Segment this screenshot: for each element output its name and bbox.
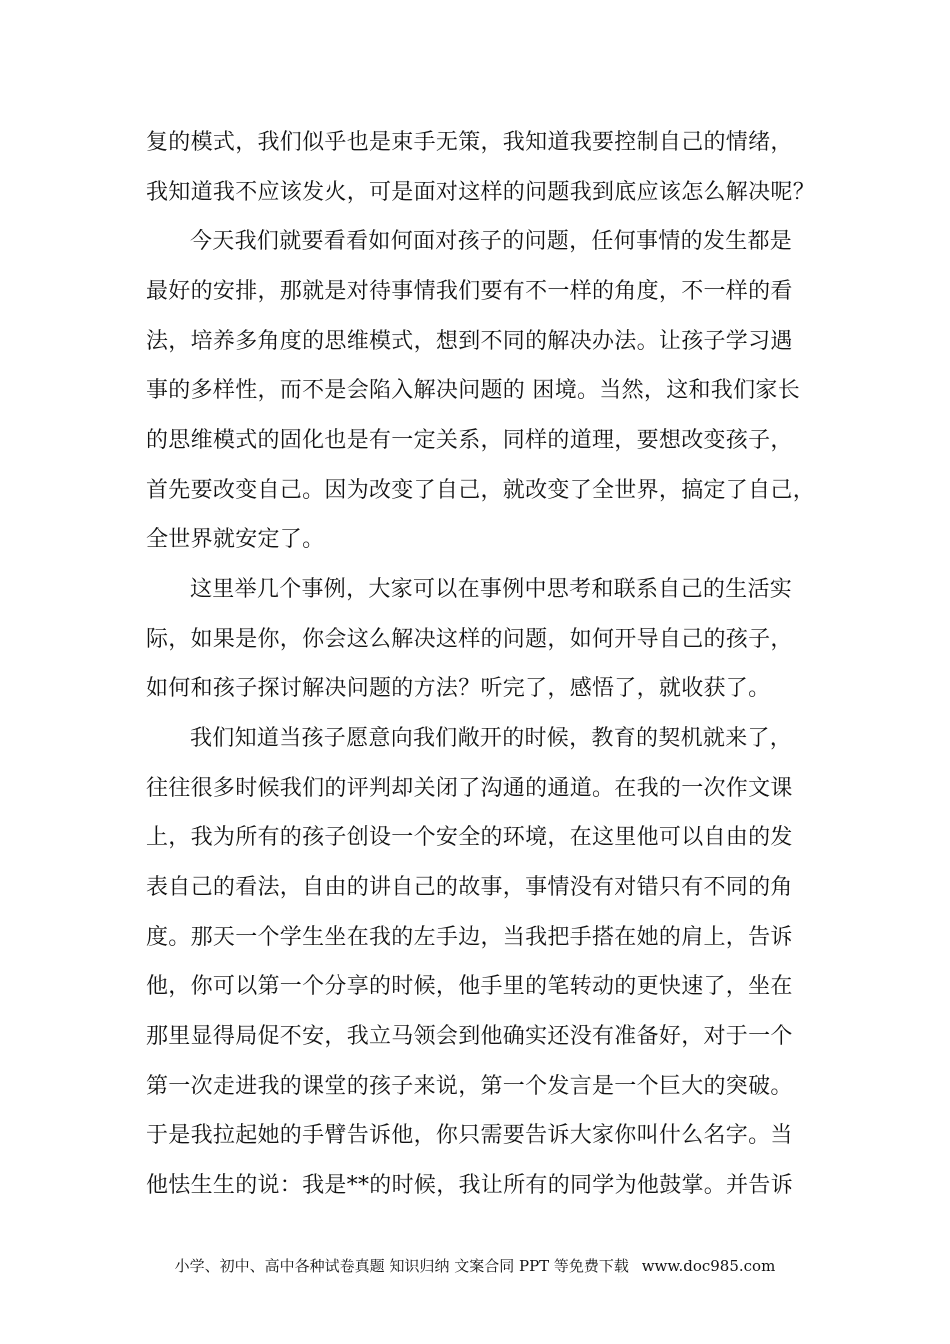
text-line: 首先要改变自己。因为改变了自己，就改变了全世界，搞定了自己， — [146, 478, 816, 503]
text-line: 复的模式，我们似乎也是束手无策，我知道我要控制自己的情绪， — [146, 130, 793, 155]
text-line: 表自己的看法，自由的讲自己的故事，事情没有对错只有不同的角 — [146, 875, 793, 900]
text-line: 于是我拉起她的手臂告诉他，你只需要告诉大家你叫什么名字。当 — [146, 1123, 793, 1148]
text-line: 第一次走进我的课堂的孩子来说，第一个发言是一个巨大的突破。 — [146, 1074, 793, 1099]
text-line: 的思维模式的固化也是有一定关系，同样的道理，要想改变孩子， — [146, 428, 793, 453]
text-line: 往往很多时候我们的评判却关闭了沟通的通道。在我的一次作文课 — [146, 776, 793, 801]
text-line: 度。那天一个学生坐在我的左手边，当我把手搭在她的肩上，告诉 — [146, 925, 793, 950]
page-footer — [0, 1256, 950, 1276]
text-line: 最好的安排，那就是对待事情我们要有不一样的角度，不一样的看 — [146, 279, 793, 304]
text-line: 那里显得局促不安，我立马领会到他确实还没有准备好，对于一个 — [146, 1024, 793, 1049]
text-line: 我知道我不应该发火，可是面对这样的问题我到底应该怎么解决呢？ — [146, 180, 816, 205]
paragraph-first-line: 今天我们就要看看如何面对孩子的问题，任何事情的发生都是 — [190, 229, 793, 254]
footer-text: 小学、初中、高中各种试卷真题 知识归纳 文案合同 PPT 等免费下载 — [174, 1257, 629, 1275]
footer-url-link[interactable]: www.doc985.com — [641, 1257, 776, 1275]
text-line: 他，你可以第一个分享的时候，他手里的笔转动的更快速了，坐在 — [146, 974, 793, 999]
paragraph-first-line: 这里举几个事例，大家可以在事例中思考和联系自己的生活实 — [190, 577, 793, 602]
text-line: 上，我为所有的孩子创设一个安全的环境，在这里他可以自由的发 — [146, 825, 793, 850]
text-line: 法，培养多角度的思维模式，想到不同的解决办法。让孩子学习遇 — [146, 329, 793, 354]
text-line: 他怯生生的说：我是**的时候，我让所有的同学为他鼓掌。并告诉 — [146, 1173, 794, 1198]
paragraph-first-line: 我们知道当孩子愿意向我们敞开的时候，教育的契机就来了， — [190, 726, 793, 751]
text-line: 如何和孩子探讨解决问题的方法？听完了，感悟了，就收获了。 — [146, 676, 771, 701]
text-line: 事的多样性，而不是会陷入解决问题的 困境。当然，这和我们家长 — [146, 378, 800, 403]
text-line: 际，如果是你，你会这么解决这样的问题，如何开导自己的孩子， — [146, 627, 793, 652]
text-line: 全世界就安定了。 — [146, 527, 325, 552]
